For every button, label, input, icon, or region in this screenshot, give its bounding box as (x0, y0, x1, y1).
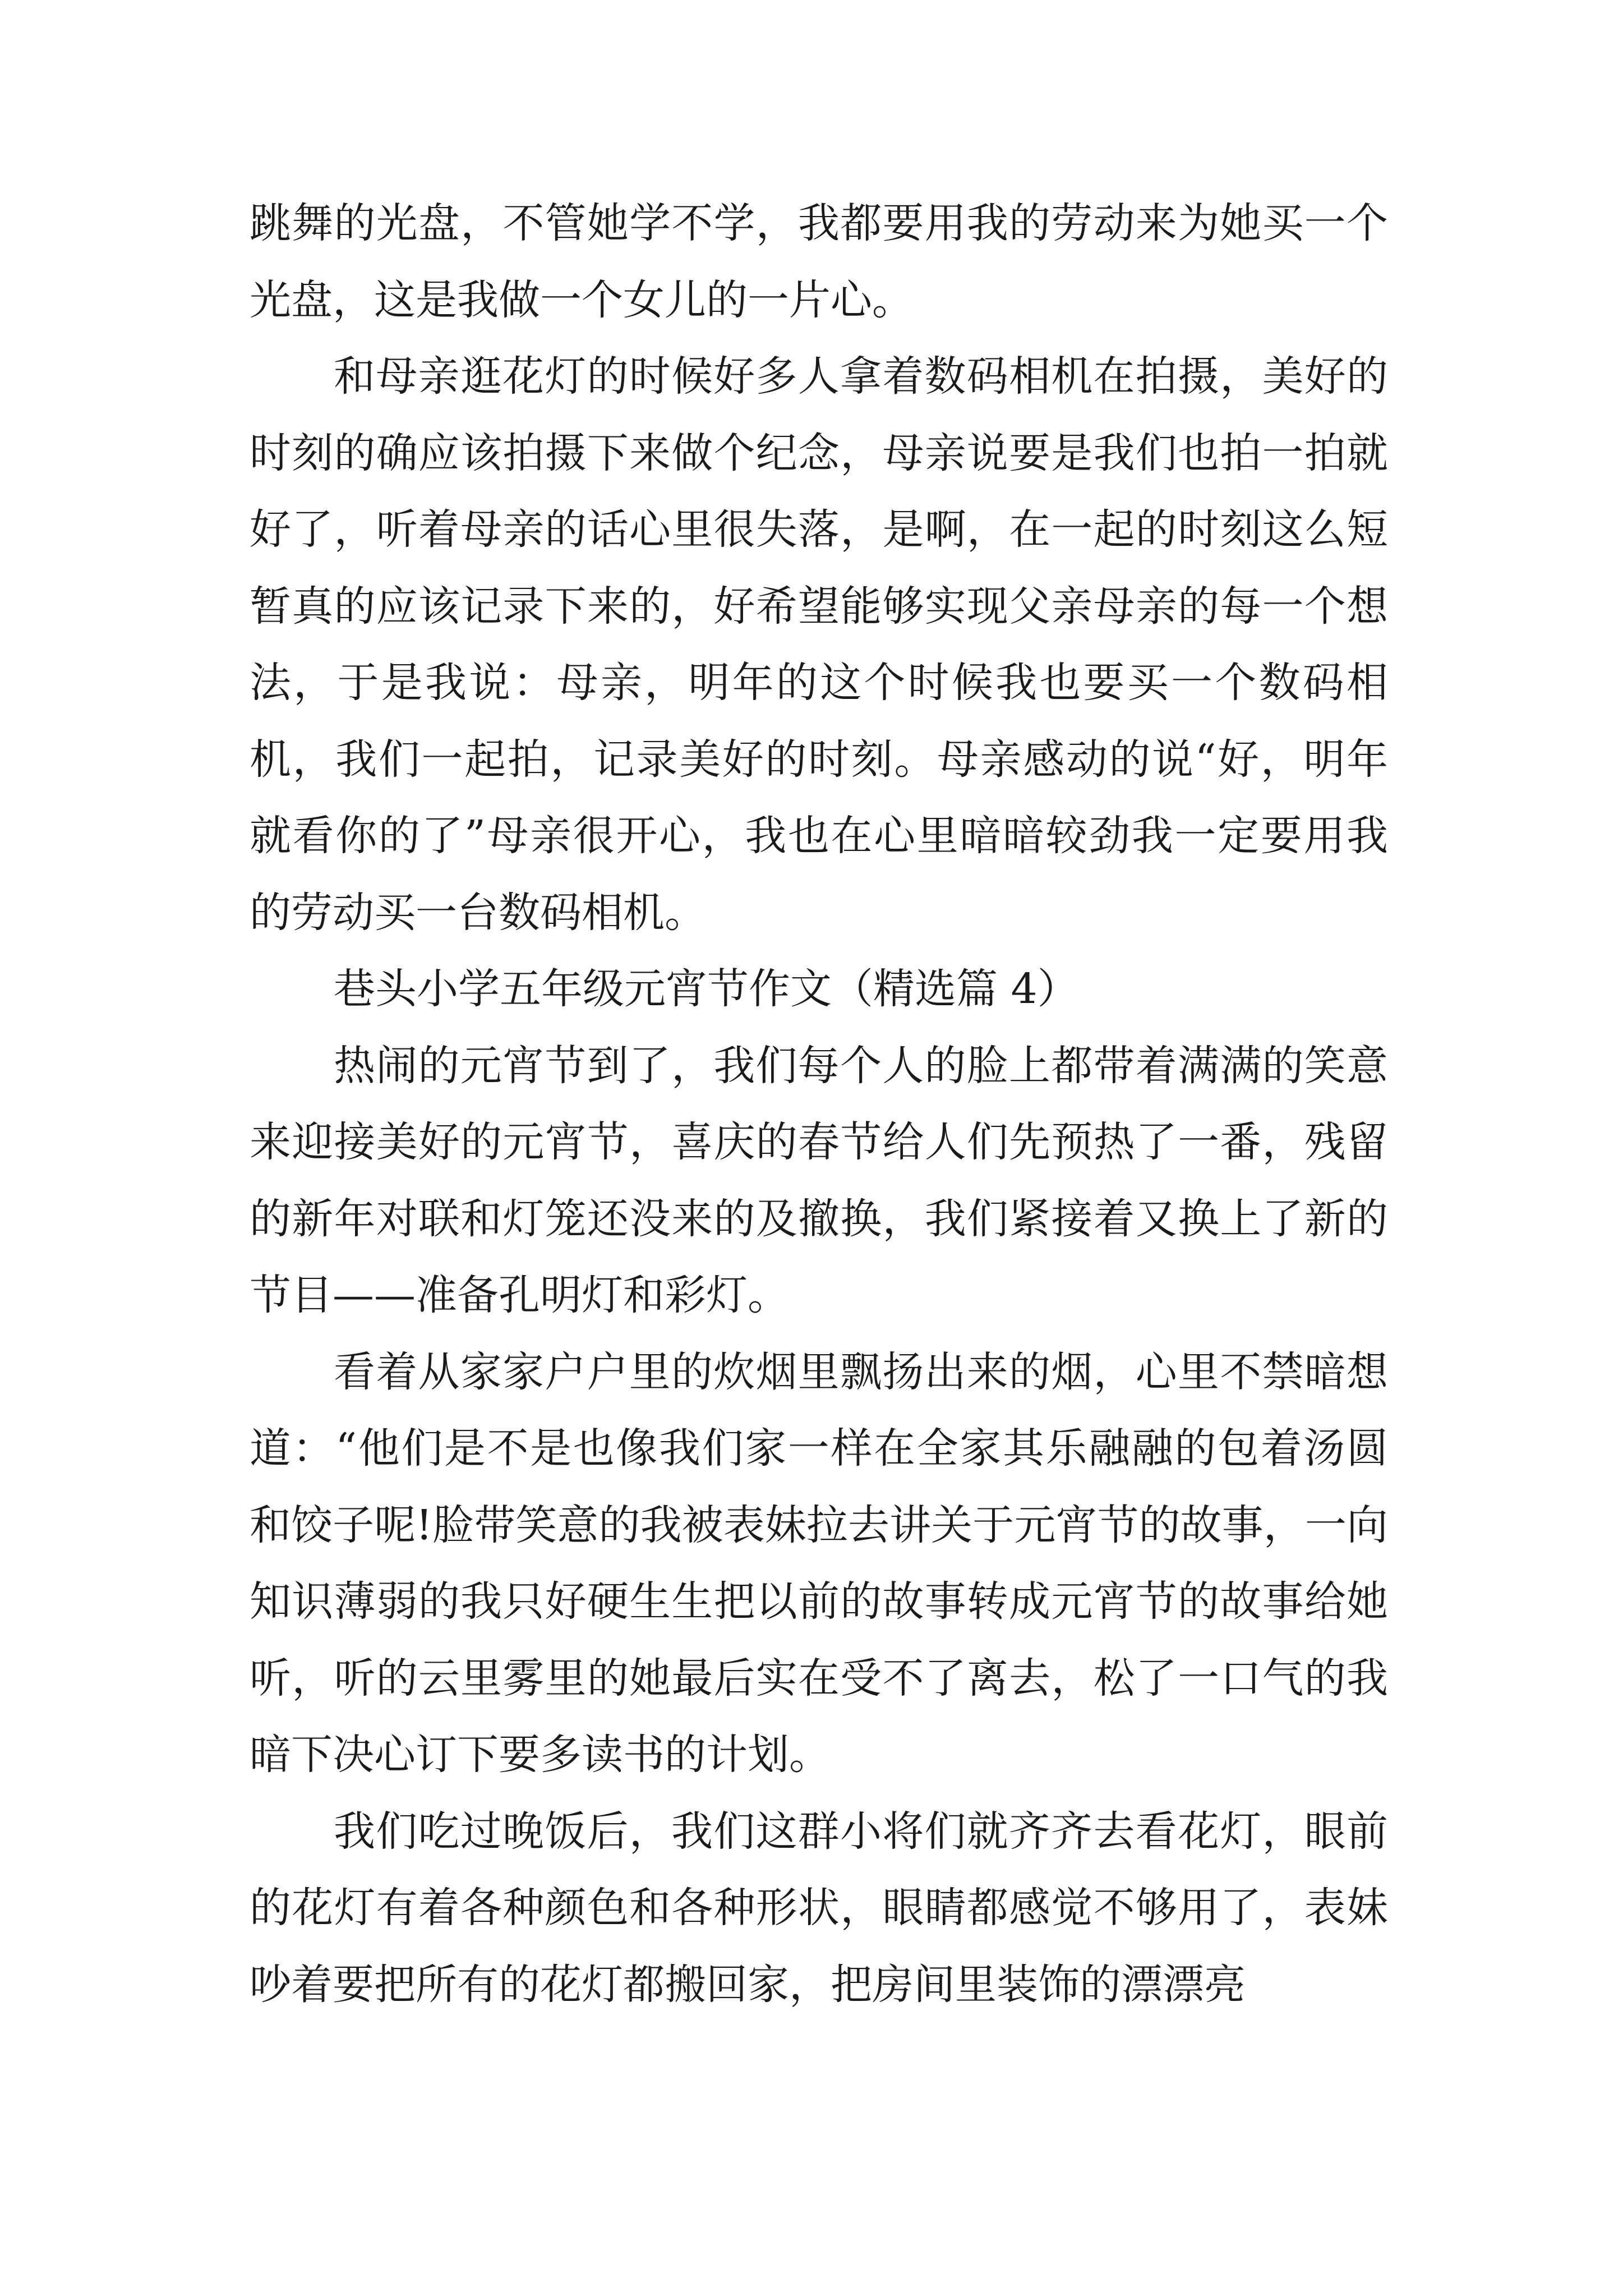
paragraph-smoke-story: 看着从家家户户里的炊烟里飘扬出来的烟，心里不禁暗想道：“他们是不是也像我们家一样在全家其乐融融的包着汤圆和饺子呢!脸带笑意的我被表妹拉去讲关于元宵节的故事，一向知识薄弱的我只好硬生生把以前的故事转成元宵节的故事给她听，听的云里雾里的她最后实在受不了离去，松了一口气的我暗下决心订下要多读书的计划。 (250, 1347, 1388, 1779)
essay-title: 巷头小学五年级元宵节作文（精选篇 4） (334, 965, 1079, 1013)
paragraph-lantern-viewing: 我们吃过晚饭后，我们这群小将们就齐齐去看花灯，眼前的花灯有着各种颜色和各种形状，眼睛都感觉不够用了，表妹吵着要把所有的花灯都搬回家，把房间里装饰的漂漂亮 (250, 1807, 1388, 2009)
paragraph-lantern-camera: 和母亲逛花灯的时候好多人拿着数码相机在拍摄，美好的时刻的确应该拍摄下来做个纪念，母亲说要是我们也拍一拍就好了，听着母亲的话心里很失落，是啊，在一起的时刻这么短暂真的应该记录下来的，好希望能够实现父亲母亲的每一个想法，于是我说：母亲，明年的这个时候我也要买一个数码相机，我们一起拍，记录美好的时刻。母亲感动的说“好，明年就看你的了”母亲很开心，我也在心里暗暗较劲我一定要用我的劳动买一台数码相机。 (250, 352, 1388, 937)
paragraph-continued: 跳舞的光盘，不管她学不学，我都要用我的劳动来为她买一个光盘，这是我做一个女儿的一片心。 (250, 199, 1388, 324)
paragraph-festival-arrival: 热闹的元宵节到了，我们每个人的脸上都带着满满的笑意来迎接美好的元宵节，喜庆的春节给人们先预热了一番，残留的新年对联和灯笼还没来的及撤换，我们紧接着又换上了新的节目——准备孔明灯和彩灯。 (250, 1041, 1388, 1319)
document-body (250, 185, 1388, 2023)
